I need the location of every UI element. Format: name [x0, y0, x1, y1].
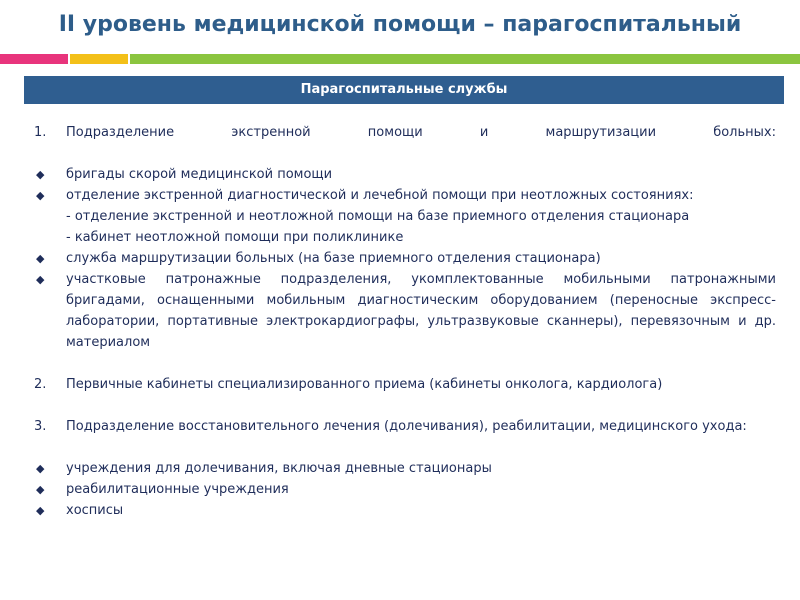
bullet-icon: ◆	[36, 189, 45, 202]
bullet-icon: ◆	[36, 504, 45, 517]
decor-stripe-yellow	[70, 54, 128, 64]
section-banner: Парагоспитальные службы	[24, 76, 784, 104]
bullet-item	[34, 269, 776, 353]
bullet-icon: ◆	[36, 168, 45, 181]
content-body	[34, 122, 776, 521]
decor-stripe-green	[130, 54, 800, 64]
bullet-text: реабилитационные учреждения	[66, 482, 289, 497]
list-item-2	[34, 374, 776, 395]
item-text: Первичные кабинеты специализированного приема (кабинеты онколога, кардиолога)	[66, 377, 663, 392]
bullet-text: отделение экстренной диагностической и лечебной помощи при неотложных состояниях:	[66, 188, 694, 203]
bullet-text: служба маршрутизации больных (на базе приемного отделения стационара)	[66, 251, 601, 266]
bullet-text: бригады скорой медицинской помощи	[66, 167, 333, 182]
bullet-item	[34, 185, 776, 206]
bullet-icon: ◆	[36, 483, 45, 496]
bullet-icon: ◆	[36, 273, 45, 286]
item-number: 1.	[34, 125, 47, 140]
list-item-1	[34, 122, 776, 143]
item-text: Подразделение экстренной помощи и маршрутизации больных:	[66, 125, 776, 140]
bullet-text: участковые патронажные подразделения, укомплектованные мобильными патронажными бригадами, оснащенными мобильным диагностическим оборудованием (переносные экспресс-лаборатории, портативные электрокардиографы, ультразвуковые сканнеры), перевязочным и др. материалом	[66, 272, 776, 350]
bullet-text: учреждения для долечивания, включая дневные стационары	[66, 461, 492, 476]
bullet-icon: ◆	[36, 462, 45, 475]
bullet-icon: ◆	[36, 252, 45, 265]
sub-item: - отделение экстренной и неотложной помощи на базе приемного отделения стационара	[66, 209, 690, 224]
bullet-item	[34, 500, 776, 521]
decor-stripe-pink	[0, 54, 68, 64]
page-title: II уровень медицинской помощи – парагоспитальный	[58, 12, 742, 37]
item-number: 3.	[34, 419, 47, 434]
bullet-item	[34, 164, 776, 185]
sub-item: - кабинет неотложной помощи при поликлинике	[66, 230, 404, 245]
bullet-item	[34, 458, 776, 479]
list-item-3	[34, 416, 776, 437]
item-text: Подразделение восстановительного лечения (долечивания), реабилитации, медицинского ухода:	[66, 419, 747, 434]
bullet-text: хосписы	[66, 503, 124, 518]
item-number: 2.	[34, 377, 47, 392]
bullet-item	[34, 248, 776, 269]
bullet-item	[34, 479, 776, 500]
